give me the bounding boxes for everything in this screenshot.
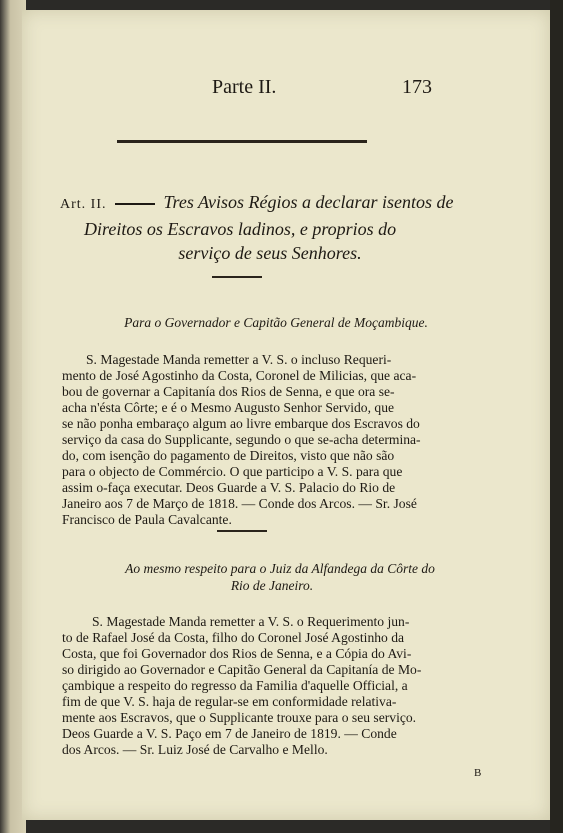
catchword: B — [474, 767, 482, 779]
page-number: 173 — [402, 76, 432, 98]
paragraph-line: fim de que V. S. haja de regular-se em conformidade relativa- — [62, 694, 397, 709]
paragraph-line: S. Magestade Manda remetter a V. S. o Requerimento jun- — [92, 614, 410, 629]
paragraph-line: so dirigido ao Governador e Capitão General da Capitanía de Mo- — [62, 662, 422, 677]
paragraph-line: mente aos Escravos, que o Supplicante trouxe para o seu serviço. — [62, 710, 417, 725]
paragraph-line: se não ponha embaraço algum ao livre embarque dos Escravos do — [62, 416, 420, 431]
article-dash — [115, 203, 155, 205]
paragraph-line: S. Magestade Manda remetter a V. S. o incluso Requeri- — [86, 352, 392, 367]
paragraph-line: Francisco de Paula Cavalcante. — [62, 512, 232, 527]
page-header — [22, 76, 550, 106]
section-divider-1 — [212, 276, 262, 278]
running-head: Parte II. — [212, 76, 277, 98]
section2-paragraph — [62, 614, 510, 758]
section-divider-2 — [217, 530, 267, 532]
article-heading — [60, 190, 520, 265]
article-label: Art. II. — [60, 197, 107, 212]
paragraph-line: do, com isenção do pagamento de Direitos, visto que não são — [62, 448, 395, 463]
paragraph-line: Janeiro aos 7 de Março de 1818. — Conde dos Arcos. — Sr. José — [62, 496, 417, 511]
paragraph-line: dos Arcos. — Sr. Luiz José de Carvalho e Mello. — [62, 742, 328, 757]
paragraph-line: serviço da casa do Supplicante, segundo o que se-acha determina- — [62, 432, 421, 447]
section2-heading-line1: Ao mesmo respeito para o Juiz da Alfandega da Côrte do — [125, 561, 435, 576]
paragraph-line: mento de José Agostinho da Costa, Coronel de Milicias, que aca- — [62, 368, 417, 383]
paragraph-line: Deos Guarde a V. S. Paço em 7 de Janeiro de 1819. — Conde — [62, 726, 397, 741]
section2-heading-line2: Rio de Janeiro. — [230, 578, 314, 593]
article-title-line2: Direitos os Escravos ladinos, e proprios do — [84, 219, 397, 239]
article-title-line1: Tres Avisos Régios a declarar isentos de — [163, 192, 454, 212]
paragraph-line: acha n'ésta Côrte; e é o Mesmo Augusto Senhor Servido, que — [62, 400, 395, 415]
section1-paragraph — [62, 352, 510, 528]
article-title-line3: serviço de seus Senhores. — [178, 243, 362, 263]
header-rule — [117, 140, 367, 143]
paragraph-line: çambique a respeito do regresso da Familia d'aquelle Official, a — [62, 678, 408, 693]
paragraph-line: para o objecto de Commércio. O que participo a V. S. para que — [62, 464, 403, 479]
paragraph-line: to de Rafael José da Costa, filho do Coronel José Agostinho da — [62, 630, 405, 645]
paragraph-line: assim o-faça executar. Deos Guarde a V. S. Palacio do Rio de — [62, 480, 396, 495]
book-page — [22, 10, 550, 820]
paragraph-line: Costa, que foi Governador dos Rios de Senna, e a Cópia do Avi- — [62, 646, 412, 661]
section1-heading: Para o Governador e Capitão General de Moçambique. — [124, 315, 428, 330]
paragraph-line: bou de governar a Capitanía dos Rios de Senna, e que ora se- — [62, 384, 395, 399]
scan-background-edge — [550, 0, 563, 833]
